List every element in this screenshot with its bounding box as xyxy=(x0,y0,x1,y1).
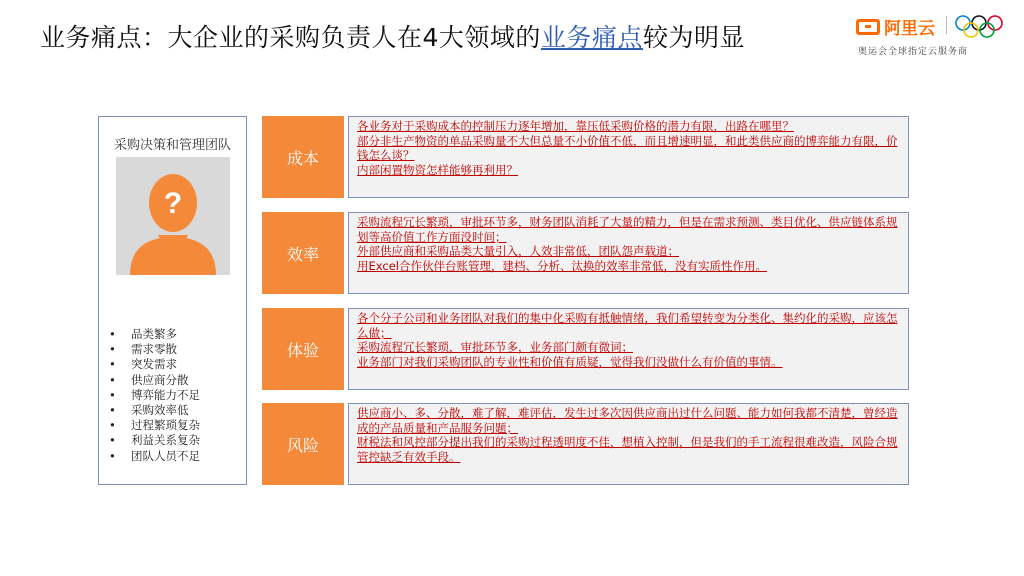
efficiency-detail-box xyxy=(348,212,909,294)
svg-text:?: ? xyxy=(163,187,183,220)
detail-line: 业务部门对我们采购团队的专业性和价值有质疑，觉得我们没做什么有价值的事情。 xyxy=(357,354,783,369)
cost-detail-box xyxy=(348,116,909,198)
list-item: • 采购效率低 xyxy=(109,403,189,418)
detail-line: 采购流程冗长繁琐，审批环节多，财务团队消耗了大量的精力，但是在需求预测、类目优化、供应链体系规划等高价值工作方面没时间； xyxy=(357,215,898,244)
detail-line: 用Excel合作伙伴台账管理，建档、分析、汰换的效率非常低，没有实质性作用。 xyxy=(357,258,767,273)
list-item: • 利益关系复杂 xyxy=(109,433,200,448)
title-highlight-link[interactable]: 业务痛点 xyxy=(540,23,643,52)
list-item: • 供应商分散 xyxy=(109,372,189,387)
detail-line: 各个分子公司和业务团队对我们的集中化采购有抵触情绪，我们希望转变为分类化、集约化的采购，应该怎么做； xyxy=(357,311,898,340)
olympic-rings-icon xyxy=(954,14,1004,40)
list-item: • 博弈能力不足 xyxy=(109,387,200,402)
title-suffix: 较为明显 xyxy=(642,23,745,52)
detail-line: 内部闲置物资怎样能够再利用？ xyxy=(357,162,518,177)
list-item: • 突发需求 xyxy=(109,357,177,372)
category-efficiency: 效率 xyxy=(262,212,344,294)
category-experience: 体验 xyxy=(262,308,344,390)
detail-line: 财税法和风控部分提出我们的采购过程透明度不佳，想植入控制，但是我们的手工流程很难改造，风险合规管控缺乏有效手段。 xyxy=(357,435,898,464)
logo-divider xyxy=(946,16,947,34)
list-item: • 团队人员不足 xyxy=(109,448,200,463)
team-title: 采购决策和管理团队 xyxy=(113,138,231,153)
list-item: • 品类繁多 xyxy=(109,327,177,341)
experience-detail-box xyxy=(348,308,909,390)
team-panel xyxy=(98,116,247,485)
detail-line: 采购流程冗长繁琐，审批环节多，业务部门颇有微词； xyxy=(357,340,633,355)
aliyun-logo xyxy=(856,14,935,39)
list-item: • 需求零散 xyxy=(109,342,177,357)
detail-line: 外部供应商和采购品类大量引入，人效非常低，团队怨声载道； xyxy=(357,244,679,259)
aliyun-mark-icon xyxy=(856,19,880,35)
pain-point-list xyxy=(109,327,200,464)
detail-line: 部分非生产物资的单品采购量不大但总量不小价值不低，而且增速明显，和此类供应商的博弈能力有限，价钱怎么谈？ xyxy=(357,133,898,163)
page-title xyxy=(40,18,745,54)
list-item: • 过程繁琐复杂 xyxy=(109,418,200,433)
risk-detail-box xyxy=(348,403,909,485)
brand-logo xyxy=(856,14,1006,58)
detail-line: 各业务对于采购成本的控制压力逐年增加，靠压低采购价格的潜力有限，出路在哪里？ xyxy=(357,119,794,133)
title-prefix: 业务痛点：大企业的采购负责人在4大领域的 xyxy=(40,23,541,52)
category-cost: 成本 xyxy=(262,116,344,198)
detail-line: 供应商小、多、分散，难了解，难评估，发生过多次因供应商出过什么问题、能力如何我都不清楚，曾经造成的产品质量和产品服务问题； xyxy=(357,406,898,435)
person-question-icon xyxy=(116,157,230,275)
category-risk: 风险 xyxy=(262,403,344,485)
logo-subtitle: 奥运会全球指定云服务商 xyxy=(858,47,969,57)
brand-name: 阿里云 xyxy=(884,19,935,39)
